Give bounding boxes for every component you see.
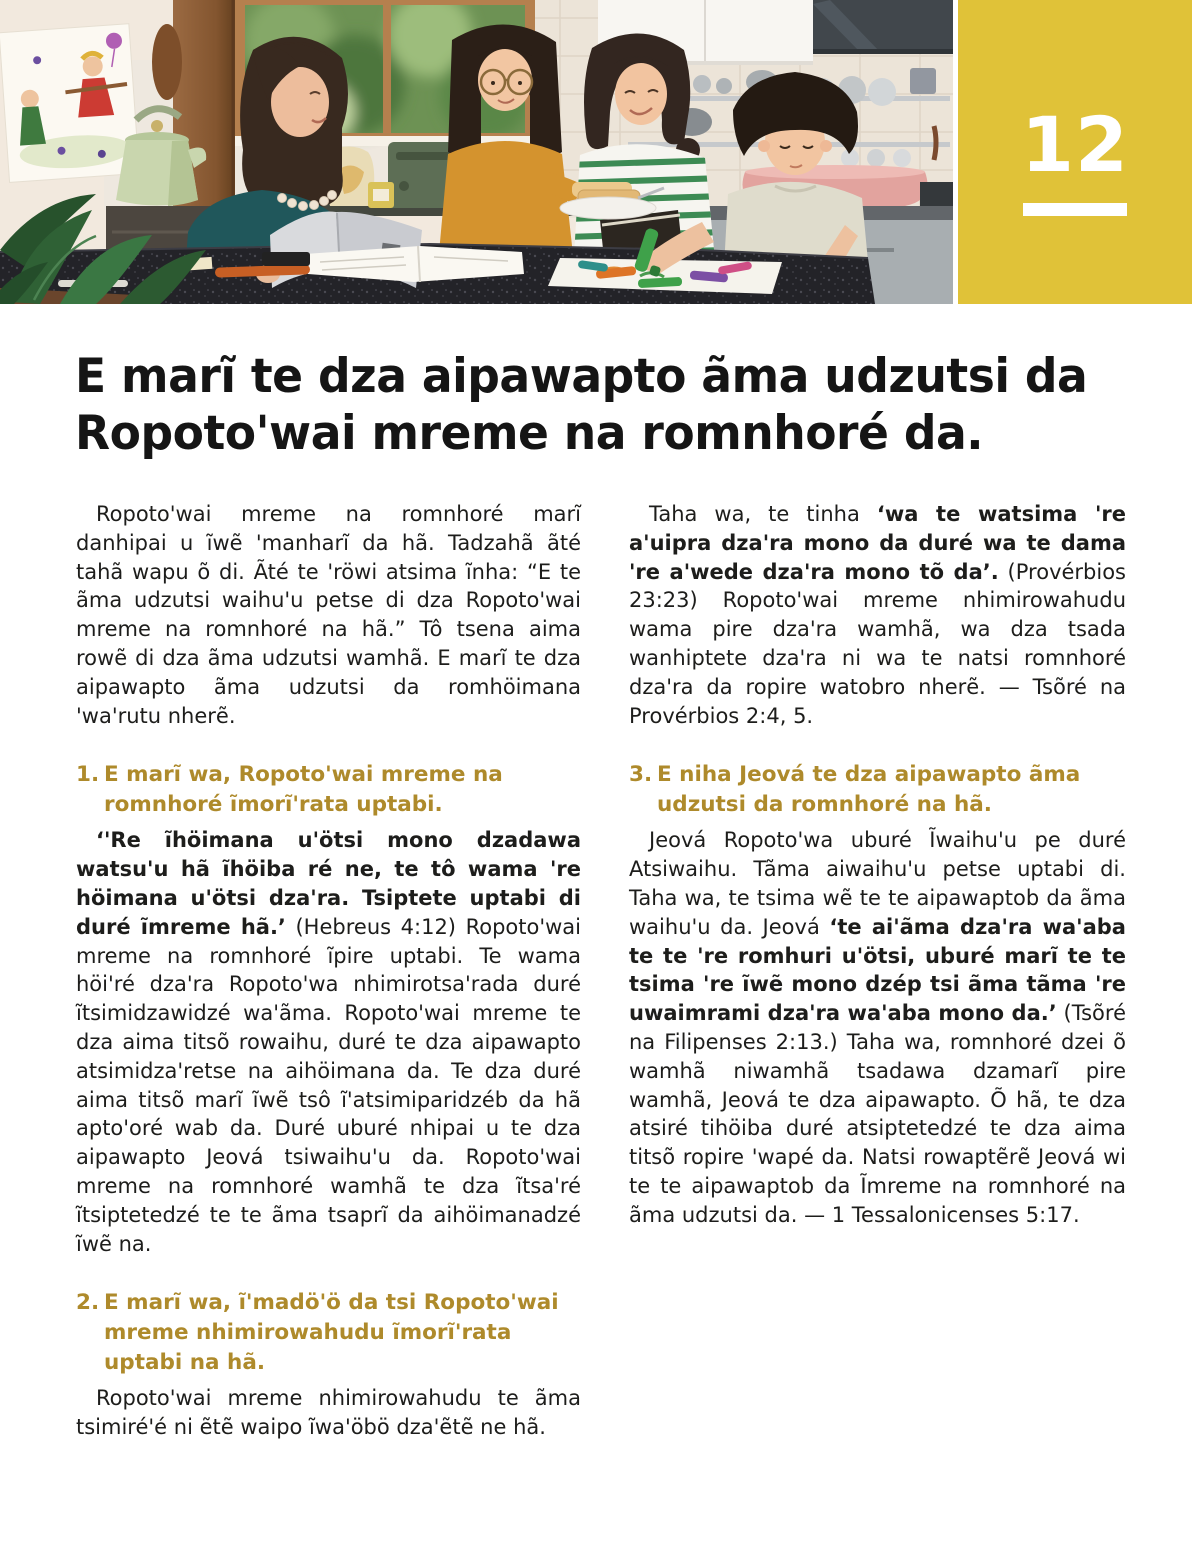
scripture-quote: ‘'Re ĩhöimana u'ötsi mono dzadawa watsu'u hã ĩhöiba ré ne, te tô wama 're höimana u'ötsi dza'ra. Tsiptete uptabi di duré ĩmreme hã.’ xyxy=(76,828,581,939)
page-title-line1: E marĩ te dza aipawapto ãma udzutsi da xyxy=(75,349,1088,404)
section-number: 1. xyxy=(76,762,100,788)
paragraph xyxy=(629,826,1126,1229)
section-number: 2. xyxy=(76,1290,100,1316)
section-heading-text: E marĩ wa, Ropoto'wai mreme na romnhoré ĩmorĩ'rata uptabi. xyxy=(104,762,503,818)
child-drawing xyxy=(0,24,139,183)
column-left xyxy=(76,500,581,1442)
section-heading-text: E niha Jeová te dza aipawapto ãma udzutsi da romnhoré na hã. xyxy=(657,762,1081,818)
scripture-quote: ‘te ai'ãma dza'ra wa'aba te te 're romhuri u'ötsi, uburé marĩ te te tsima 're ĩwẽ mono dzép tsi ãma tãma 're uwaimrami dza'ra wa'aba mono da.’ xyxy=(629,914,1126,1026)
text-segment: Taha wa, te tinha xyxy=(649,502,877,526)
cutting-board xyxy=(152,24,182,100)
lesson-number: 12 xyxy=(1021,99,1129,189)
paragraph xyxy=(76,500,581,730)
text-segment: (Provérbios 23:23) Ropoto'wai mreme nhimirowahudu wama pire dza'ra wamhã, wa dza tsada wanhiptete dza'ra ni wa te natsi romnhoré dza'ra da ropire watobro nherẽ. — Tsõré na Provérbios 2:4, 5. xyxy=(629,559,1127,728)
text-segment: (Hebreus 4:12) Ropoto'wai mreme na romnhoré ĩpire uptabi. Te wama höi'ré dza'ra Ropoto'wa nhimirotsa'rada duré ĩtsimidzawidzé wa'ãma. Ropoto'wai mreme te dza aima titsõ rowaihu, duré te dza aipawapto atsimidza'retse na aihöimana da. Te dza duré aima titsõ marĩ ĩwẽ tsô ĩ'atsimiparidzéb da hã apto'oré wab da. Duré uburé nhipai u te dza aipawapto Jeová tsiwaihu'u da. Ropoto'wai mreme na romnhoré wamhã te dza ĩtsa'ré ĩtsiptetedzé te te ãma tsaprĩ da aihöimanadzé ĩwẽ na. xyxy=(76,914,581,1256)
lesson-number-underline xyxy=(1023,203,1127,216)
section-number: 3. xyxy=(629,762,653,788)
article-body xyxy=(76,500,1126,1442)
text-segment: Jeová Ropoto'wa uburé Ĩwaihu'u pe duré Atsiwaihu. Tãma aiwaihu'u petse uptabi di. Taha wa, te tsima wẽ te te aipawaptob da ãma waihu'u da. Jeová xyxy=(629,828,1126,939)
paragraph xyxy=(629,500,1126,730)
section-heading xyxy=(76,760,581,820)
text-segment: Ropoto'wai mreme na romnhoré marĩ danhipai u ĩwẽ 'manharĩ da hã. Tadzahã ãté tahã wapu õ di. Ãté te 'röwi atsima ĩnha: “E te ãma udzutsi waihu'u petse di dza Ropoto'wai mreme na romnhoré na hã.” Tô tsena aima rowẽ di dza ãma udzutsi wamhã. E marĩ te dza aipawapto ãma udzutsi da romhöimana 'wa'rutu nherẽ. xyxy=(76,502,581,728)
lesson-number-box xyxy=(958,0,1192,304)
paragraph xyxy=(76,1384,581,1442)
section-heading-text: E marĩ wa, ĩ'madö'ö da tsi Ropoto'wai mreme nhimirowahudu ĩmorĩ'rata uptabi na hã. xyxy=(104,1290,559,1376)
family-study-photo xyxy=(0,0,953,304)
page-title xyxy=(75,348,1113,462)
page-title-line2: Ropoto'wai mreme na romnhoré da. xyxy=(75,406,984,461)
section-heading xyxy=(629,760,1126,820)
family-study-illustration xyxy=(0,0,953,304)
text-segment: (Tsõré na Filipenses 2:13.) Taha wa, romnhoré dzei õ wamhã niwamhã tsadawa dzamarĩ pire wamhã, Jeová te dza aipawapto. Õ hã, te dza atsiré tihöiba duré atsiptetedzé te dza aima titsõ ropire 'wapé da. Natsi rowaptẽrẽ Jeová wi te te aipawaptob da Ĩmreme na romnhoré na ãma udzutsi da. — 1 Tessalonicenses 5:17. xyxy=(629,1001,1126,1227)
scripture-quote: ‘wa te watsima 're a'uipra dza'ra mono da duré wa te dama 're a'wede dza'ra mono tõ da’. xyxy=(629,502,1127,584)
hero-header xyxy=(0,0,1200,304)
text-segment: Ropoto'wai mreme nhimirowahudu te ãma tsimiré'é ni ẽtẽ waipo ĩwa'öbö dza'ẽtẽ ne hã. xyxy=(76,1386,581,1440)
paragraph xyxy=(76,826,581,1258)
section-heading xyxy=(76,1288,581,1378)
column-right xyxy=(629,500,1126,1442)
